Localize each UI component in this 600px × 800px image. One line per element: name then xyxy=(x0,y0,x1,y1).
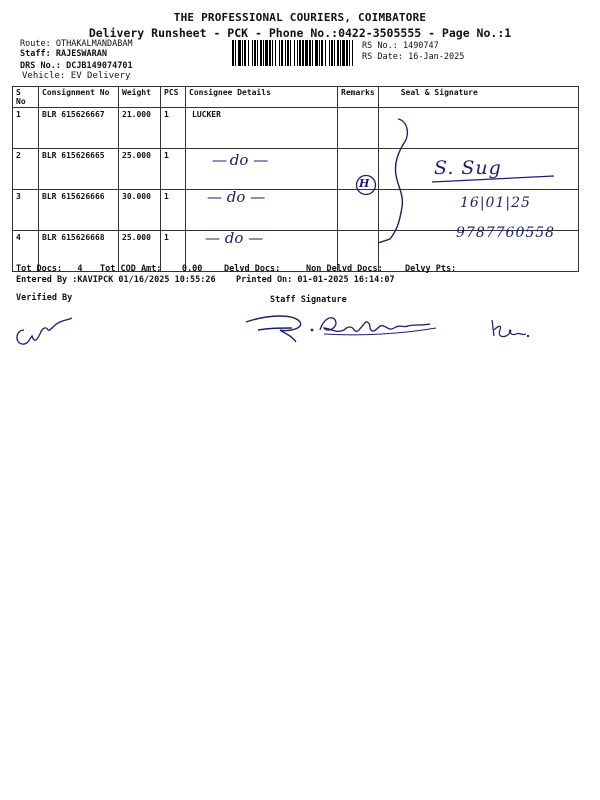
verifier-signature xyxy=(10,308,80,350)
barcode-bar xyxy=(297,40,298,66)
ditto-mark-1: — do — xyxy=(212,151,269,169)
cell-consignment: BLR 615626668 xyxy=(39,231,119,272)
rs-date-value: 16-Jan-2025 xyxy=(408,52,465,62)
barcode-bar xyxy=(305,40,308,66)
col-remarks: Remarks xyxy=(338,87,379,108)
barcode-bar xyxy=(257,40,258,66)
barcode-bar xyxy=(299,40,301,66)
delvy-pts: Delvy Pts: xyxy=(405,264,457,274)
rs-date-line xyxy=(362,52,464,62)
route-value: OTHAKALMANDABAM xyxy=(55,39,133,49)
cell-pcs: 1 xyxy=(161,149,186,190)
staff-value: RAJESWARAN xyxy=(55,49,108,59)
barcode-bar xyxy=(254,40,256,66)
barcode-bar xyxy=(319,40,320,66)
barcode-bar xyxy=(315,40,318,66)
barcode-bar xyxy=(272,40,273,66)
cell-consignment: BLR 615626666 xyxy=(39,190,119,231)
barcode-bar xyxy=(349,40,350,66)
cell-weight: 30.000 xyxy=(119,190,161,231)
vehicle-value: EV Delivery xyxy=(70,71,131,81)
cell-sno: 1 xyxy=(13,108,39,149)
cell-weight: 21.000 xyxy=(119,108,161,149)
barcode-bar xyxy=(294,40,295,66)
drs-line xyxy=(20,61,133,71)
cell-sno: 2 xyxy=(13,149,39,190)
receiver-date: 16|01|25 xyxy=(460,195,531,211)
barcode-bar xyxy=(263,40,264,66)
receiver-signature: S. Sug xyxy=(434,157,502,179)
barcode-bar xyxy=(265,40,268,66)
barcode-bar xyxy=(260,40,262,66)
rs-no-label: RS No.: xyxy=(362,41,398,51)
runsheet-title: Delivery Runsheet - PCK - Phone No.:0422-3505555 - Page No.:1 xyxy=(88,26,512,40)
barcode-bar xyxy=(340,40,341,66)
barcode-bar xyxy=(290,40,291,66)
col-sno: S No xyxy=(13,87,39,108)
rs-no-value: 1490747 xyxy=(402,41,439,51)
seal-letter: H xyxy=(359,177,370,190)
cell-weight: 25.000 xyxy=(119,149,161,190)
barcode-bar xyxy=(337,40,339,66)
barcode-bar xyxy=(232,40,234,66)
col-consignee: Consignee Details xyxy=(186,87,338,108)
table-header-row xyxy=(13,87,579,108)
barcode-bar xyxy=(244,40,246,66)
col-seal: Seal & Signature xyxy=(378,87,578,108)
receiver-phone: 9787760558 xyxy=(456,225,556,241)
bracket-stroke xyxy=(368,115,428,250)
barcode-bar xyxy=(235,40,236,66)
barcode-bar xyxy=(248,40,249,66)
barcode-bar xyxy=(342,40,345,66)
barcode-bar xyxy=(279,40,280,66)
vehicle-label: Vehicle: xyxy=(22,71,66,81)
col-pcs: PCS xyxy=(161,87,186,108)
barcode-bar xyxy=(302,40,304,66)
drs-label: DRS No.: xyxy=(20,61,61,71)
barcode-bar xyxy=(275,40,276,66)
barcode-bar xyxy=(287,40,289,66)
route-label: Route: xyxy=(20,39,51,49)
staff-initials xyxy=(486,316,532,344)
barcode xyxy=(232,40,356,66)
rs-no-line xyxy=(362,41,439,51)
staff-signature-label: Staff Signature xyxy=(270,295,347,305)
rs-date-label: RS Date: xyxy=(362,52,403,62)
barcode-bar xyxy=(312,40,313,66)
cell-pcs: 1 xyxy=(161,231,186,272)
cell-consignee: LUCKER xyxy=(186,108,338,149)
cell-sno: 4 xyxy=(13,231,39,272)
ditto-mark-3: — do — xyxy=(205,229,264,247)
cell-consignment: BLR 615626667 xyxy=(39,108,119,149)
verified-by-label: Verified By xyxy=(16,293,73,303)
barcode-bar xyxy=(329,40,330,66)
tot-cod: Tot COD Amt: 0.00 xyxy=(100,264,203,274)
cell-consignment: BLR 615626665 xyxy=(39,149,119,190)
col-consignment: Consignment No xyxy=(39,87,119,108)
barcode-bar xyxy=(242,40,243,66)
receiver-underline xyxy=(430,170,560,190)
barcode-bar xyxy=(352,40,353,66)
delvd-docs: Delvd Docs: xyxy=(224,264,281,274)
table-row xyxy=(13,108,579,149)
barcode-bar xyxy=(281,40,283,66)
barcode-bar xyxy=(325,40,326,66)
staff-label: Staff: xyxy=(20,49,51,59)
cell-weight: 25.000 xyxy=(119,231,161,272)
cell-pcs: 1 xyxy=(161,108,186,149)
col-weight: Weight xyxy=(119,87,161,108)
ditto-mark-2: — do — xyxy=(207,188,266,206)
cell-pcs: 1 xyxy=(161,190,186,231)
vehicle-line xyxy=(22,71,130,81)
entered-by: Entered By :KAVIPCK 01/16/2025 10:55:26 xyxy=(16,275,216,285)
barcode-bar xyxy=(346,40,348,66)
company-title: THE PROFESSIONAL COURIERS, COIMBATORE xyxy=(173,11,427,24)
staff-signature xyxy=(240,306,440,346)
staff-line xyxy=(20,49,107,59)
barcode-bar xyxy=(269,40,271,66)
barcode-bar xyxy=(238,40,241,66)
barcode-bar xyxy=(309,40,311,66)
tot-docs: Tot Docs: 4 xyxy=(16,264,83,274)
cell-sno: 3 xyxy=(13,190,39,231)
non-delvd-docs: Non Delvd Docs: xyxy=(306,264,383,274)
barcode-bar xyxy=(334,40,335,66)
barcode-bar xyxy=(285,40,286,66)
barcode-bar xyxy=(252,40,253,66)
barcode-bar xyxy=(331,40,333,66)
route-line xyxy=(20,39,133,49)
barcode-bar xyxy=(321,40,323,66)
printed-on: Printed On: 01-01-2025 16:14:07 xyxy=(236,275,395,285)
drs-value: DCJB149074701 xyxy=(66,61,133,71)
